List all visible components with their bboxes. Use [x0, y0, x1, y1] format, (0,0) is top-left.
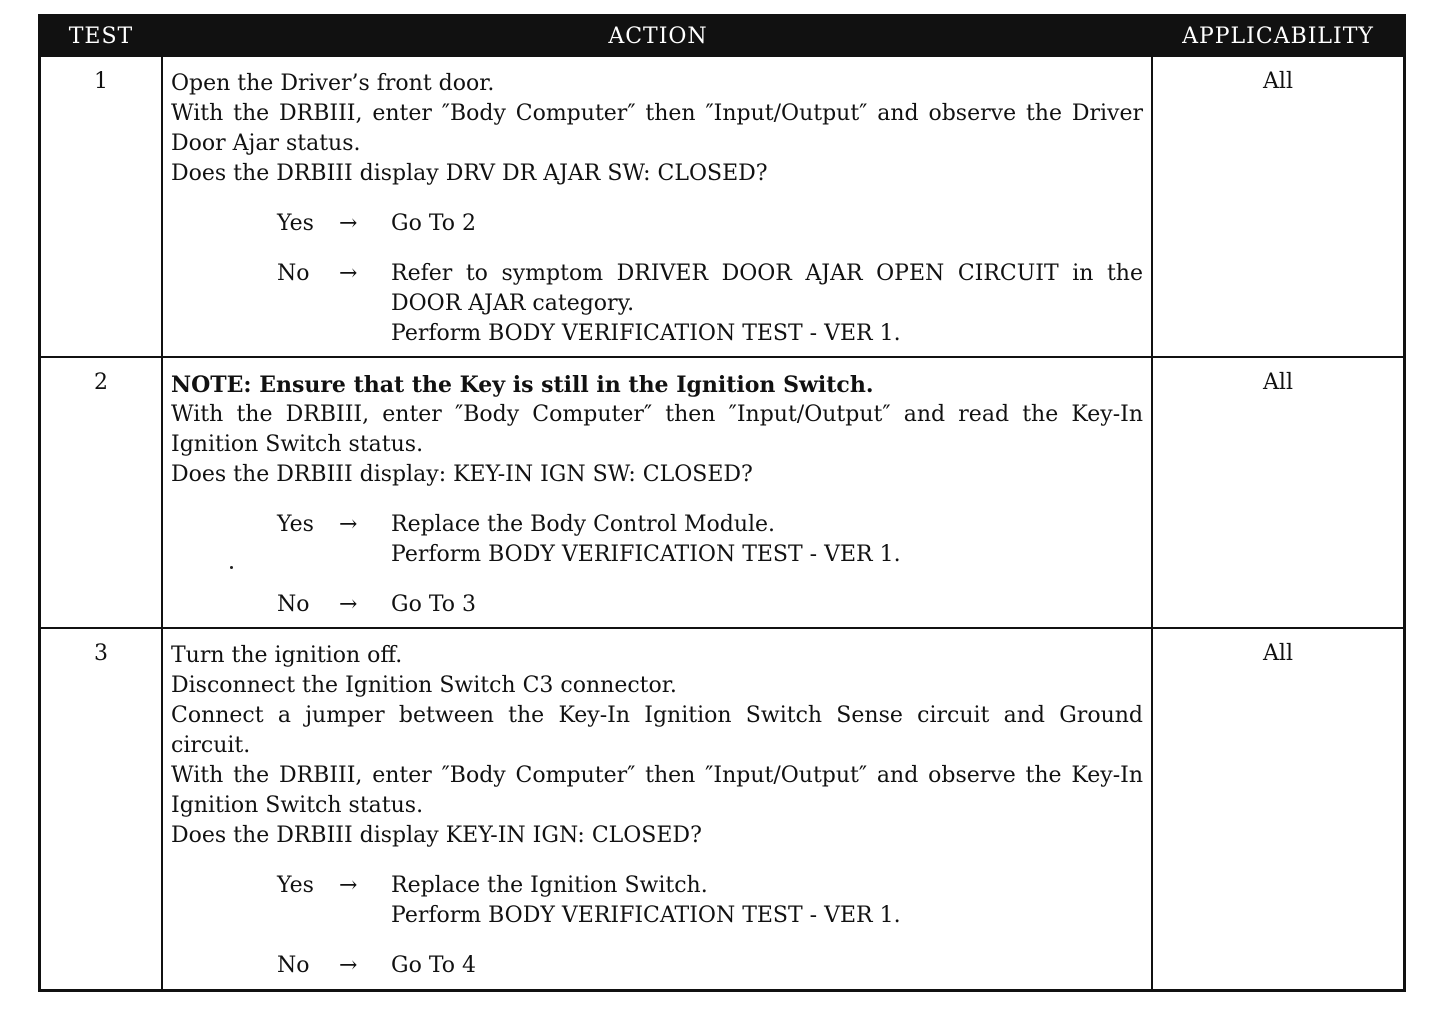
header-action: ACTION [608, 24, 708, 49]
result-line: Replace the Ignition Switch. [391, 873, 708, 898]
yes-result [391, 209, 1143, 239]
arrow-icon: → [339, 512, 358, 537]
result-line: Perform BODY VERIFICATION TEST - VER 1. [391, 542, 901, 567]
result-line: Replace the Body Control Module. [391, 512, 776, 537]
no-result [391, 951, 1143, 981]
yes-result [391, 510, 1143, 570]
result-line: Go To 4 [391, 953, 477, 978]
result-line: Go To 3 [391, 592, 477, 617]
action-line: Connect a jumper between the Key-In Ignition Switch Sense circuit and Ground circuit. [171, 703, 1143, 758]
action-line: With the DRBIII, enter ″Body Computer″ then ″Input/Output″ and read the Key-In Ignition Switch status. [171, 402, 1143, 457]
action-cell [171, 69, 1143, 349]
header-test: TEST [68, 24, 134, 49]
result-line: Refer to symptom DRIVER DOOR AJAR OPEN CIRCUIT in the DOOR AJAR category. [391, 261, 1143, 316]
arrow-icon: → [339, 873, 358, 898]
yes-label: Yes [277, 512, 314, 537]
result-line: Perform BODY VERIFICATION TEST - VER 1. [391, 903, 901, 928]
arrow-icon: → [339, 261, 358, 286]
table-row-test-3 [41, 629, 1403, 989]
yes-branch [277, 871, 1143, 931]
table-row-test-1 [41, 57, 1403, 357]
no-label: No [277, 953, 310, 978]
yes-branch [277, 510, 1143, 570]
action-line: Open the Driver’s front door. [171, 71, 495, 96]
result-line: Perform BODY VERIFICATION TEST - VER 1. [391, 321, 901, 346]
table-row-test-2 [41, 358, 1403, 628]
no-branch [277, 590, 1143, 620]
arrow-icon: → [339, 953, 358, 978]
action-line: Does the DRBIII display DRV DR AJAR SW: CLOSED? [171, 161, 768, 186]
action-line: Turn the ignition off. [171, 643, 403, 668]
arrow-icon: → [339, 592, 358, 617]
result-line: Go To 2 [391, 211, 477, 236]
applicability-value: All [1263, 370, 1293, 395]
no-label: No [277, 592, 310, 617]
stray-mark [230, 566, 233, 569]
header-applicability: APPLICABILITY [1182, 24, 1374, 49]
action-line: Does the DRBIII display KEY-IN IGN: CLOSED? [171, 823, 702, 848]
arrow-icon: → [339, 211, 358, 236]
applicability-value: All [1263, 69, 1293, 94]
no-label: No [277, 261, 310, 286]
no-result [391, 259, 1143, 349]
note-text: NOTE: Ensure that the Key is still in the Ignition Switch. [171, 372, 874, 398]
test-number: 2 [94, 370, 108, 395]
yes-result [391, 871, 1143, 931]
diagnostic-test-table [38, 14, 1406, 992]
test-number: 3 [94, 641, 108, 666]
yes-label: Yes [277, 211, 314, 236]
no-branch [277, 259, 1143, 349]
action-line: With the DRBIII, enter ″Body Computer″ then ″Input/Output″ and observe the Key-In Ignition Switch status. [171, 763, 1143, 818]
no-branch [277, 951, 1143, 981]
no-result [391, 590, 1143, 620]
test-number: 1 [94, 69, 108, 94]
table-header [41, 17, 1403, 57]
action-line: Disconnect the Ignition Switch C3 connector. [171, 673, 677, 698]
applicability-value: All [1263, 641, 1293, 666]
yes-label: Yes [277, 873, 314, 898]
action-cell [171, 641, 1143, 981]
action-line: Does the DRBIII display: KEY-IN IGN SW: CLOSED? [171, 462, 753, 487]
yes-branch [277, 209, 1143, 239]
action-cell [171, 370, 1143, 620]
action-line: With the DRBIII, enter ″Body Computer″ then ″Input/Output″ and observe the Driver Door Ajar status. [171, 101, 1143, 156]
